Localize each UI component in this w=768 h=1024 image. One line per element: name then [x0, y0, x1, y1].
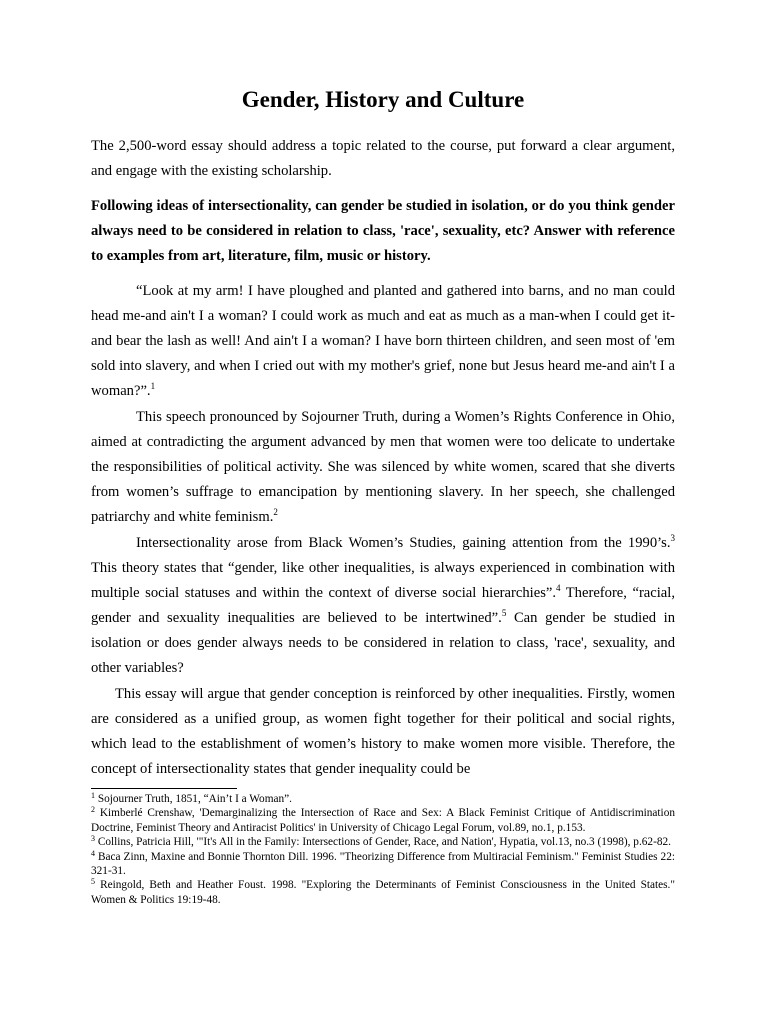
footnote-number: 2 [91, 805, 95, 815]
paragraph-1 [91, 405, 675, 530]
footnote-number: 4 [91, 848, 95, 858]
footnote-number: 3 [91, 834, 95, 844]
opening-quote [91, 279, 675, 404]
footnote-ref: 3 [670, 533, 675, 543]
footnote-ref: 5 [501, 608, 507, 618]
paragraph-2 [91, 531, 675, 681]
footnote-text: Sojourner Truth, 1851, “Ain’t I a Woman”. [95, 793, 292, 805]
paragraph-text: Intersectionality arose from Black Women’s Studies, gaining attention from the 1990’s. [136, 535, 671, 551]
footnote-number: 1 [91, 791, 95, 800]
footnote-5 [91, 878, 675, 907]
essay-question: Following ideas of intersectionality, can gender be studied in isolation, or do you think gender always need to be considered in relation to class, 'race', sexuality, etc? Answer with reference to examples from art, literature, film, music or history. [91, 198, 675, 264]
paragraph-text: Can gender be studied in isolation or does gender always needs to be considered in relation to class, 'race', sexuality, and other variables? [91, 610, 675, 676]
footnote-text: Kimberlé Crenshaw, 'Demarginalizing the Intersection of Race and Sex: A Black Feminist Critique of Antidiscrimination Doctrine, Feminist Theory and Antiracist Politics' in University of Chicago Legal Forum, vol.89, no.1, p.153. [91, 807, 675, 834]
footnote-3 [91, 835, 675, 849]
footnote-4 [91, 850, 675, 879]
footnote-2 [91, 806, 675, 835]
paragraph-text: This theory states that “gender, like other inequalities, is always experienced in combination with multiple social statuses and within the context of diverse social hierarchies”. [91, 560, 675, 601]
footnote-text: Reingold, Beth and Heather Foust. 1998. "Exploring the Determinants of Feminist Consciousness in the United States." Women & Politics 19:19-48. [91, 879, 675, 906]
quote-text: “Look at my arm! I have ploughed and planted and gathered into barns, and no man could head me-and ain't I a woman? I could work as much and eat as much as a man-when I could get it-and bear the lash as well! And ain't I a woman? I have born thirteen children, and seen most of 'em sold into slavery, and when I cried out with my mother's grief, none but Jesus heard me-and ain't I a woman?”. [91, 283, 675, 399]
footnote-ref: 2 [273, 507, 278, 517]
paragraph-text: This speech pronounced by Sojourner Truth, during a Women’s Rights Conference in Ohio, aimed at contradicting the argument advanced by men that women were too delicate to undertake the responsibilities of political activity. She was silenced by white women, scared that she diverts from women’s suffrage to emancipation by mentioning slavery. In her speech, she challenged patriarchy and white feminism. [91, 409, 675, 525]
footnotes [91, 792, 675, 907]
footnote-separator [91, 788, 237, 789]
paragraph-text: Therefore, “racial, gender and sexuality inequalities are believed to be intertwined”. [91, 585, 675, 626]
document-title: Gender, History and Culture [241, 87, 525, 112]
footnote-text: Baca Zinn, Maxine and Bonnie Thornton Dill. 1996. "Theorizing Difference from Multiracial Feminism." Feminist Studies 22: 321-31. [91, 850, 675, 878]
footnote-number: 5 [91, 877, 95, 887]
footnote-1 [91, 792, 675, 806]
footnote-ref: 1 [150, 381, 156, 391]
paragraph-3: This essay will argue that gender conception is reinforced by other inequalities. Firstly, women are considered as a unified group, as women fight together for their political and social rights, which lead to the establishment of women’s history to make women more visible. Therefore, the concept of intersectionality states that gender inequality could be [91, 686, 675, 777]
footnote-text: Collins, Patricia Hill, '"It's All in the Family: Intersections of Gender, Race, and Nation', Hypatia, vol.13, no.3 (1998), p.62-82. [95, 836, 671, 849]
footnote-ref: 4 [556, 583, 561, 593]
assignment-intro: The 2,500-word essay should address a topic related to the course, put forward a clear argument, and engage with the existing scholarship. [91, 138, 675, 179]
